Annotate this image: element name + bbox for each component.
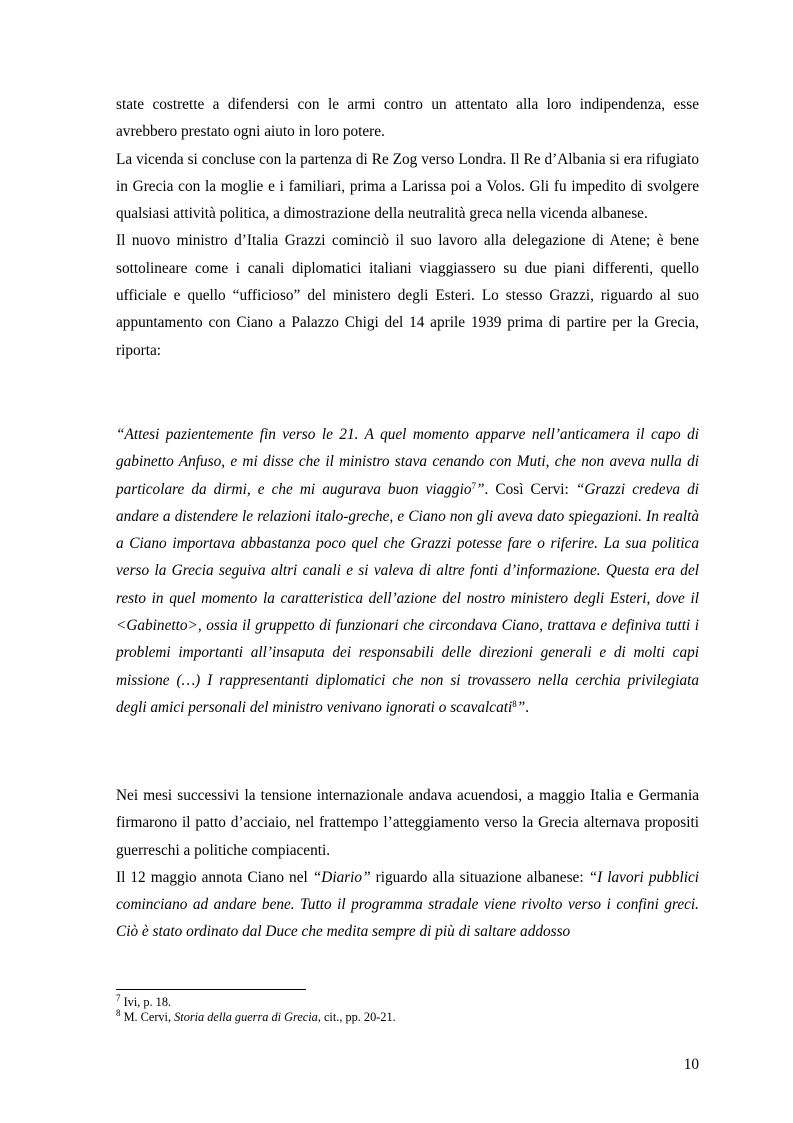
quote-end: . [525, 698, 530, 716]
footnote-separator [116, 989, 306, 990]
paragraph: La vicenda si concluse con la partenza di Re Zog verso Londra. Il Re d’Albania si era rifugiato in Grecia con la moglie e i familiari, prima a Larissa poi a Volos. Gli fu impedito di svolgere qualsiasi attività politica, a dimostrazione della neutralità greca nella vicenda albanese. [116, 150, 699, 223]
footnote-number: 8 [116, 1008, 121, 1018]
quote-close: ” [516, 698, 526, 716]
quotation-block [116, 421, 699, 721]
quote-grazzi: “Attesi pazientemente fin verso le 21. A quel momento apparve nell’anticamera il capo di gabinetto Anfuso, e mi disse che il ministro stava cenando con Muti, che non aveva nulla di particolare da dirmi, e che mi augurava buon viaggio [116, 426, 699, 498]
quote-connector: . Così Cervi: [484, 480, 576, 498]
quotation-paragraph [116, 421, 699, 721]
footnote-book-title: Storia della guerra di Grecia [174, 1010, 318, 1024]
quote-close: ” [475, 480, 485, 498]
paragraph: Il nuovo ministro d’Italia Grazzi cominciò il suo lavoro alla delegazione di Atene; è bene sottolineare come i canali diplomatici italiani viaggiassero su due piani differenti, quello ufficiale e quello “ufficioso” del ministero degli Esteri. Lo stesso Grazzi, riguardo al suo appuntamento con Ciano a Palazzo Chigi del 14 aprile 1939 prima di partire per la Grecia, riporta: [116, 232, 699, 359]
footnote-text: Ivi, p. 18. [120, 995, 172, 1009]
footnote-author: M. Cervi, [120, 1010, 175, 1024]
paragraph: state costrette a difendersi con le armi contro un attentato alla loro indipendenza, esse avrebbero prestato ogni aiuto in loro potere. [116, 96, 699, 141]
page-number: 10 [683, 1056, 699, 1073]
diary-title: “Diario” [312, 868, 371, 886]
text-run: Il 12 maggio annota Ciano nel [116, 868, 313, 886]
footnotes [116, 995, 699, 1025]
quote-cervi: “Grazzi credeva di andare a distendere le relazioni italo-greche, e Ciano non gli aveva dato spiegazioni. In realtà a Ciano importava abbastanza poco quel che Grazzi potesse fare o riferire. La sua politica verso la Grecia seguiva altri canali e si valeva di altre fonti d’informazione. Questa era del resto in quel momento la caratteristica dell’azione del nostro ministero degli Esteri, dove il <Gabinetto>, ossia il gruppetto di funzionari che circondava Ciano, trattava e definiva tutti i problemi importanti all’insaputa dei responsabili delle direzioni generali e di molti capi missione (…) I rappresentanti diplomatici che non si trovassero nella cerchia privilegiata degli amici personali del ministro venivano ignorati o scavalcati [116, 480, 699, 716]
footnote-7 [116, 995, 699, 1010]
paragraph [116, 864, 699, 946]
footnote-ref: 8 [512, 698, 517, 709]
footnote-8 [116, 1010, 699, 1025]
body-text-bottom [116, 782, 699, 946]
paragraph: Nei mesi successivi la tensione internazionale andava acuendosi, a maggio Italia e Germania firmarono il patto d’acciaio, nel frattempo l’atteggiamento verso la Grecia alternava propositi guerreschi a politiche compiacenti. [116, 787, 699, 859]
footnote-ref: 7 [471, 480, 476, 491]
text-run: riguardo alla situazione albanese: [370, 868, 589, 886]
quote-ciano: “I lavori pubblici cominciano ad andare bene. Tutto il programma stradale viene rivolto verso i confini greci. Ciò è stato ordinato dal Duce che medita sempre di più di saltare addosso [116, 868, 699, 941]
footnote-number: 7 [116, 993, 121, 1003]
footnote-citation: , cit., pp. 20-21. [317, 1010, 396, 1024]
body-text-top [116, 91, 699, 364]
